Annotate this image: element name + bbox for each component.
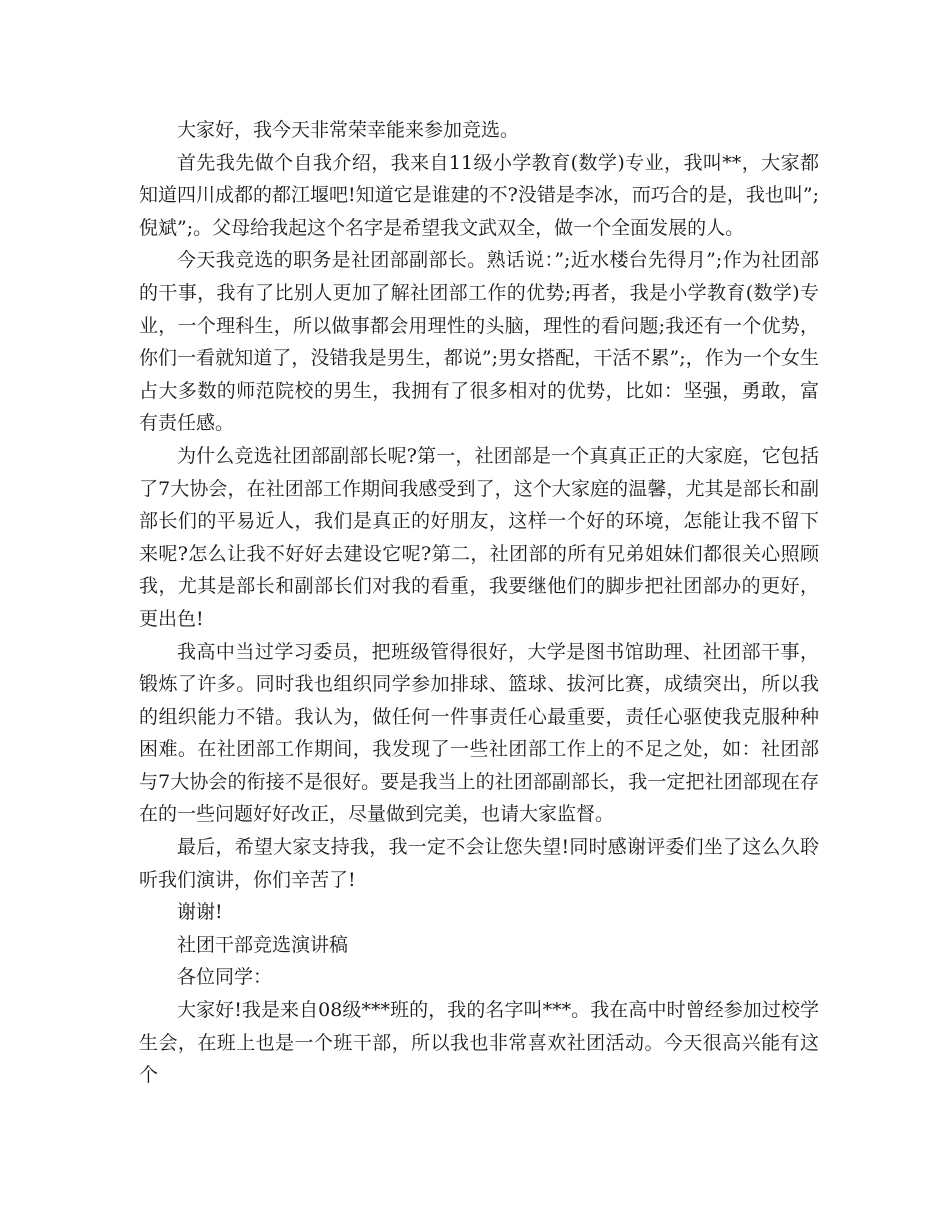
- document-body: [139, 114, 819, 1092]
- paragraph-reasons: 为什么竞选社团部副部长呢?第一，社团部是一个真真正正的大家庭，它包括了7大协会，在社团部工作期间我感受到了，这个大家庭的温馨，尤其是部长和副部长们的平易近人，我们是真正的好朋友，这样一个好的环境，怎能让我不留下来呢?怎么让我不好好去建设它呢?第二，社团部的所有兄弟姐妹们都很关心照顾我，尤其是部长和副部长们对我的看重，我要继他们的脚步把社团部办的更好，更出色!: [139, 444, 819, 630]
- paragraph-thanks: 谢谢!: [177, 901, 223, 924]
- paragraph-greeting: 大家好，我今天非常荣幸能来参加竞选。: [177, 119, 520, 141]
- paragraph-second-speech-opening: 大家好!我是来自08级***班的，我的名字叫***。我在高中时曾经参加过校学生会，在班上也是一个班干部，所以我也非常喜欢社团活动。今天很高兴能有这个: [139, 999, 819, 1087]
- paragraph-closing: 最后，希望大家支持我，我一定不会让您失望!同时感谢评委们坐了这么久聆听我们演讲，你们辛苦了!: [139, 836, 819, 891]
- paragraph-experience: 我高中当过学习委员，把班级管得很好，大学是图书馆助理、社团部干事，锻炼了许多。同时我也组织同学参加排球、篮球、拔河比赛，成绩突出，所以我的组织能力不错。我认为，做任何一件事责任心最重要，责任心驱使我克服种种困难。在社团部工作期间，我发现了一些社团部工作上的不足之处，如：社团部与7大协会的衔接不是很好。要是我当上的社团部副部长，我一定把社团部现在存在的一些问题好好改正，尽量做到完美，也请大家监督。: [139, 640, 819, 826]
- paragraph-position: 今天我竞选的职务是社团部副部长。熟话说：”;近水楼台先得月”;作为社团部的干事，我有了比别人更加了解社团部工作的优势;再者，我是小学教育(数学)专业，一个理科生，所以做事都会用理性的头脑，理性的看问题;我还有一个优势，你们一看就知道了，没错我是男生，都说”;男女搭配，干活不累”;，作为一个女生占大多数的师范院校的男生，我拥有了很多相对的优势，比如：坚强，勇敢，富有责任感。: [139, 249, 819, 435]
- paragraph-introduction: 首先我先做个自我介绍，我来自11级小学教育(数学)专业，我叫**，大家都知道四川成都的都江堰吧!知道它是谁建的不?没错是李冰，而巧合的是，我也叫”;倪斌”;。父母给我起这个名字是希望我文武双全，做一个全面发展的人。: [139, 151, 819, 239]
- section-title: 社团干部竞选演讲稿: [177, 933, 349, 956]
- paragraph-salutation: 各位同学：: [177, 966, 273, 989]
